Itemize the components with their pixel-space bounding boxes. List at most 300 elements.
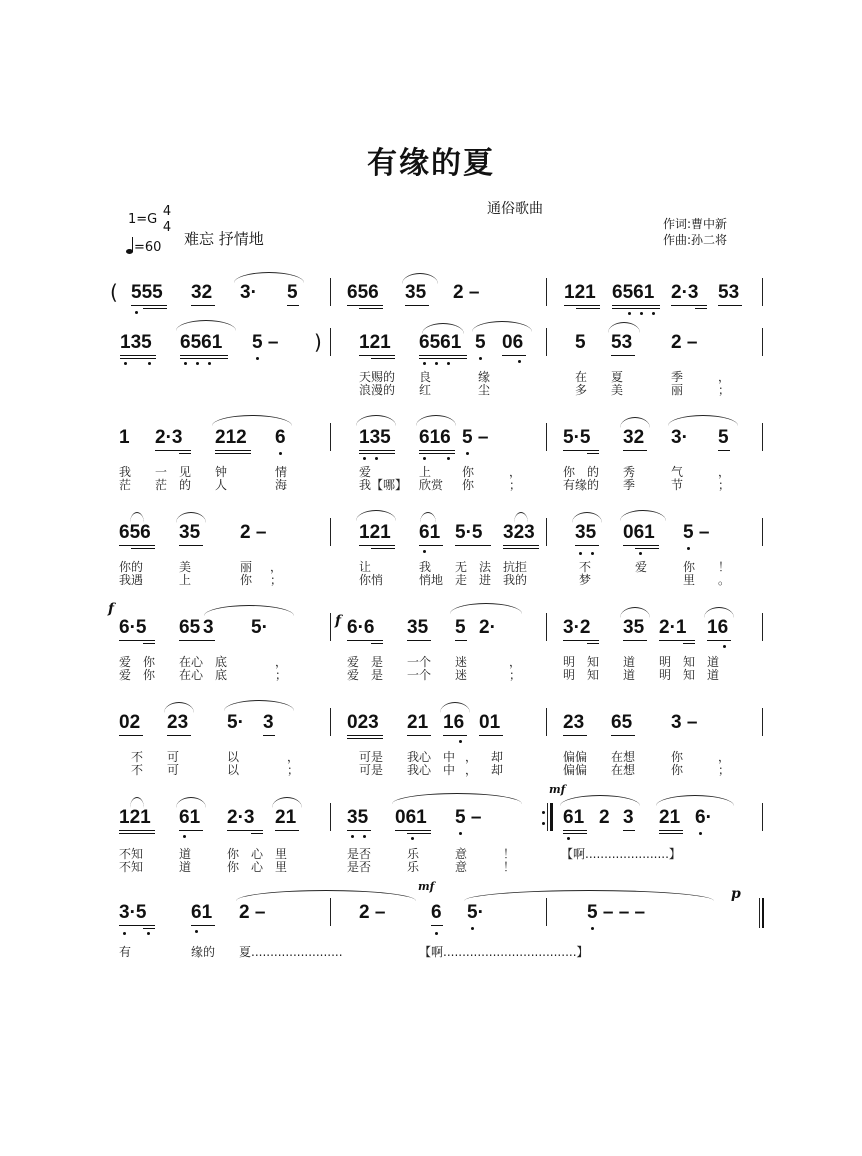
slur: [572, 512, 602, 523]
slur: [402, 273, 438, 284]
note-group: 61: [419, 522, 441, 543]
underline: [419, 450, 455, 451]
octave-dot: [375, 457, 378, 460]
barline: [762, 613, 763, 641]
lyric: 不: [131, 763, 144, 777]
lyric: 不知: [119, 847, 144, 861]
note-group: 65: [611, 712, 633, 733]
lyric: 季: [623, 478, 636, 492]
slur: [212, 415, 292, 426]
lyric: 红: [419, 383, 432, 397]
lyric: ，: [718, 465, 731, 479]
octave-dot: [411, 837, 414, 840]
lyric: 节: [671, 478, 684, 492]
lyric: 里: [275, 860, 288, 874]
slur: [560, 795, 640, 806]
underline: [119, 735, 143, 736]
note-group: 061: [395, 807, 427, 828]
lyric: 良: [419, 370, 432, 384]
underline: [119, 545, 155, 546]
octave-dot: [591, 927, 594, 930]
note-group: 01: [479, 712, 501, 733]
lyric: 你: [563, 465, 576, 479]
note-group: 6: [431, 902, 442, 923]
lyric: 【啊......................】: [561, 847, 681, 861]
note-group: 121: [359, 522, 391, 543]
slur: [620, 607, 650, 618]
barline: [762, 518, 763, 546]
lyric: 可是: [359, 763, 384, 777]
underline: [347, 640, 383, 641]
open-paren: (: [110, 280, 118, 304]
note-group: 5 –: [252, 332, 279, 353]
lyric: 道: [623, 655, 636, 669]
note-group: 32: [191, 282, 213, 303]
underline: [419, 545, 443, 546]
note-group: 023: [347, 712, 379, 733]
lyric: 海: [275, 478, 288, 492]
note-group: 135: [359, 427, 391, 448]
credits: [663, 216, 727, 248]
lyric: 美: [179, 560, 192, 574]
underline: [659, 833, 683, 834]
note-group: 121: [119, 807, 151, 828]
note-group: 656: [347, 282, 379, 303]
underline: [347, 735, 383, 736]
lyric: 无: [455, 560, 468, 574]
underline: [287, 305, 299, 306]
octave-dot: [135, 311, 138, 314]
underline: [359, 308, 383, 309]
lyric: 我: [119, 465, 132, 479]
underline: [371, 643, 383, 644]
underline: [347, 305, 383, 306]
note-group: 5: [455, 617, 466, 638]
note-group: 21: [275, 807, 297, 828]
underline: [371, 358, 395, 359]
lyric: 以: [227, 763, 240, 777]
lyric: 你: [683, 560, 696, 574]
slur: [450, 603, 522, 614]
note-group: 212: [215, 427, 247, 448]
barline: [330, 328, 331, 356]
octave-dot: [459, 740, 462, 743]
slur: [620, 417, 650, 428]
lyric: ，: [270, 560, 283, 574]
underline: [131, 305, 167, 306]
note-group: 16: [707, 617, 729, 638]
underline: [419, 358, 467, 359]
lyric: 一个: [407, 668, 432, 682]
octave-dot: [196, 362, 199, 365]
underline: [405, 305, 429, 306]
note-group: 6·5: [119, 617, 147, 638]
underline: [576, 308, 600, 309]
lyric: 意: [455, 847, 468, 861]
slur: [440, 702, 470, 713]
time-bottom: 4: [162, 220, 172, 235]
underline: [695, 308, 707, 309]
tempo-value: =60: [134, 240, 162, 255]
note-group: 6561: [612, 282, 655, 303]
barline: [330, 423, 331, 451]
note-group: 2·1: [659, 617, 687, 638]
underline: [347, 830, 371, 831]
lyric: 爱: [119, 655, 132, 669]
note-group: 2·: [479, 617, 496, 638]
note-group: 2 –: [359, 902, 386, 923]
note-group: 2·3: [671, 282, 699, 303]
note-group: 5·5: [563, 427, 591, 448]
slur: [656, 795, 734, 806]
lyric: ，: [509, 465, 522, 479]
octave-dot: [591, 552, 594, 555]
lyric: 有: [119, 945, 132, 959]
octave-dot: [148, 362, 151, 365]
note-group: 555: [131, 282, 163, 303]
octave-dot: [699, 832, 702, 835]
lyric: 中: [443, 763, 456, 777]
note-group: 2·3: [227, 807, 255, 828]
lyric: 是否: [347, 847, 372, 861]
underline: [179, 830, 203, 831]
note-group: 3: [623, 807, 634, 828]
underline: [443, 735, 467, 736]
underline: [359, 355, 395, 356]
note-group: 5 –: [462, 427, 489, 448]
lyric: 我【哪】: [359, 478, 408, 492]
underline: [563, 735, 587, 736]
lyric: 道: [179, 860, 192, 874]
genre-label: 通俗歌曲: [487, 201, 543, 217]
lyric: 底: [215, 655, 228, 669]
slur: [472, 321, 532, 332]
underline: [575, 545, 599, 546]
expression-mark: 难忘 抒情地: [184, 230, 264, 248]
note-group: 3 –: [671, 712, 698, 733]
lyric: 在: [575, 370, 588, 384]
lyric: 以: [227, 750, 240, 764]
lyric: 欣赏: [419, 478, 444, 492]
lyric: ，: [465, 750, 478, 764]
underline: [563, 830, 587, 831]
underline: [623, 545, 659, 546]
lyric: 在想: [611, 750, 636, 764]
barline: [762, 278, 763, 306]
lyric: 上: [419, 465, 432, 479]
time-signature: [160, 204, 174, 236]
octave-dot: [640, 312, 643, 315]
underline: [612, 308, 660, 309]
lyric: 不: [579, 560, 592, 574]
underline: [707, 640, 731, 641]
note-group: 35: [623, 617, 645, 638]
lyric: 丽: [671, 383, 684, 397]
lyric: 里: [275, 847, 288, 861]
lyric: ；: [509, 668, 522, 682]
lyric: 我遇: [119, 573, 144, 587]
underline: [179, 545, 203, 546]
octave-dot: [518, 360, 521, 363]
lyric: 你: [227, 847, 240, 861]
underline: [407, 640, 431, 641]
underline: [683, 643, 695, 644]
slur: [164, 702, 194, 713]
underline: [718, 305, 742, 306]
underline: [227, 830, 263, 831]
slur: [392, 793, 522, 804]
underline: [671, 305, 707, 306]
note-group: 35: [179, 522, 201, 543]
lyric: 你悄: [359, 573, 384, 587]
note-group: 6·6: [347, 617, 375, 638]
note-group: 5·: [251, 617, 268, 638]
lyric: 人: [215, 478, 228, 492]
dynamic-mezzo-forte: mf: [418, 880, 435, 893]
underline: [359, 450, 395, 451]
octave-dot: [423, 457, 426, 460]
note-group: 06: [502, 332, 524, 353]
dynamic-mezzo-forte: mf: [549, 783, 566, 796]
underline: [131, 548, 155, 549]
barline: [762, 708, 763, 736]
lyric: 道: [707, 655, 720, 669]
barline: [330, 898, 331, 926]
underline: [155, 450, 191, 451]
underline: [215, 450, 251, 451]
time-top: 4: [162, 204, 172, 219]
underline: [502, 355, 526, 356]
underline: [203, 640, 215, 641]
lyricist: 作词:曹中新: [663, 217, 728, 231]
lyric: 茫: [119, 478, 132, 492]
lyric: ；: [509, 478, 522, 492]
note-group: 32: [623, 427, 645, 448]
underline: [623, 640, 647, 641]
lyric: 偏偏: [563, 763, 588, 777]
lyric: 我心: [407, 763, 432, 777]
score-row-2: [0, 320, 862, 400]
lyric: 是: [371, 668, 384, 682]
lyric: 明: [563, 668, 576, 682]
lyric: 你的: [119, 560, 144, 574]
lyric: 底: [215, 668, 228, 682]
note-group: 5·5: [455, 522, 483, 543]
note-group: 23: [167, 712, 189, 733]
underline: [119, 830, 155, 831]
lyric: 迷: [455, 655, 468, 669]
lyric: 在想: [611, 763, 636, 777]
note-group: 21: [407, 712, 429, 733]
underline: [718, 450, 730, 451]
note-group: 5 –: [455, 807, 482, 828]
lyric: 爱: [347, 668, 360, 682]
note-group: 5: [718, 427, 729, 448]
composer: 作曲:孙二将: [663, 233, 728, 247]
lyric: ；: [275, 668, 288, 682]
note-group: 3·5: [119, 902, 147, 923]
lyric: 一: [155, 465, 168, 479]
barline: [546, 898, 547, 926]
note-group: 21: [659, 807, 681, 828]
lyric: 你: [462, 465, 475, 479]
octave-dot: [183, 835, 186, 838]
note-group: 2·3: [155, 427, 183, 448]
note-group: 35: [407, 617, 429, 638]
note-group: 6: [275, 427, 286, 448]
note-group: 23: [563, 712, 585, 733]
lyric: 抗拒: [503, 560, 528, 574]
lyric: ！: [503, 847, 516, 861]
lyric: ！: [503, 860, 516, 874]
note-group: 121: [359, 332, 391, 353]
slur: [176, 320, 236, 331]
note-group: 2 –: [671, 332, 698, 353]
octave-dot: [195, 930, 198, 933]
note-group: 323: [503, 522, 535, 543]
lyric: ；: [718, 478, 731, 492]
underline: [180, 358, 228, 359]
barline: [762, 423, 763, 451]
note-group: 2: [599, 807, 610, 828]
underline: [563, 640, 599, 641]
underline: [119, 640, 155, 641]
underline: [359, 453, 395, 454]
underline: [119, 833, 155, 834]
underline: [563, 833, 587, 834]
underline: [503, 548, 539, 549]
lyric: 钟: [215, 465, 228, 479]
barline: [330, 278, 331, 306]
note-group: 35: [347, 807, 369, 828]
lyric: 明: [659, 668, 672, 682]
note-group: 616: [419, 427, 451, 448]
lyric: 缘: [478, 370, 491, 384]
lyric: 丽: [240, 560, 253, 574]
slur: [514, 512, 528, 523]
note-group: 53: [611, 332, 633, 353]
underline: [431, 925, 443, 926]
slur: [356, 510, 396, 521]
octave-dot: [351, 835, 354, 838]
octave-dot: [447, 362, 450, 365]
underline: [564, 305, 600, 306]
slur: [416, 415, 456, 426]
note-group: 6561: [180, 332, 223, 353]
lyric: 你: [227, 860, 240, 874]
slur: [176, 797, 206, 808]
note-group: 3·2: [563, 617, 591, 638]
underline: [611, 355, 635, 356]
note-group: 35: [405, 282, 427, 303]
underline: [143, 643, 155, 644]
repeat-barline-thin: [547, 803, 548, 831]
lyric: 让: [359, 560, 372, 574]
underline: [143, 308, 167, 309]
quarter-note-icon: [126, 237, 134, 255]
lyric: 秀: [623, 465, 636, 479]
underline: [419, 355, 467, 356]
underline: [503, 545, 539, 546]
underline: [359, 545, 395, 546]
lyric: 你: [143, 668, 156, 682]
slur: [464, 890, 714, 901]
underline: [119, 925, 155, 926]
repeat-dot: [542, 822, 545, 825]
barline: [762, 328, 763, 356]
slur: [356, 415, 396, 426]
lyric: 季: [671, 370, 684, 384]
lyric: 美: [611, 383, 624, 397]
lyric: 不: [131, 750, 144, 764]
note-group: 3·: [671, 427, 688, 448]
score-row-5: [0, 601, 862, 685]
lyric: 知: [587, 655, 600, 669]
note-group: 5: [287, 282, 298, 303]
underline: [455, 545, 491, 546]
lyric: 却: [491, 763, 504, 777]
score-row-7: [0, 783, 862, 875]
lyric: 爱: [359, 465, 372, 479]
lyric: 心: [251, 847, 264, 861]
lyric: 迷: [455, 668, 468, 682]
slur: [130, 512, 144, 523]
underline: [587, 643, 599, 644]
score-row-6: [0, 700, 862, 780]
slur: [422, 323, 464, 334]
lyric: 不知: [119, 860, 144, 874]
barline: [546, 278, 547, 306]
lyric: 是: [371, 655, 384, 669]
key-signature: 1=G: [128, 212, 158, 227]
dynamic-piano: p: [731, 886, 741, 902]
barline: [330, 613, 331, 641]
lyric: 缘的: [191, 945, 216, 959]
lyric: 乐: [407, 860, 420, 874]
octave-dot: [471, 927, 474, 930]
barline: [546, 328, 547, 356]
close-paren: ): [314, 330, 322, 354]
note-group: 656: [119, 522, 151, 543]
lyric: 走: [455, 573, 468, 587]
lyric: ；: [718, 763, 731, 777]
octave-dot: [628, 312, 631, 315]
lyric: 上: [179, 573, 192, 587]
underline: [191, 925, 215, 926]
note-group: 5: [575, 332, 586, 353]
note-group: 3: [203, 617, 214, 638]
note-group: 6·: [695, 807, 712, 828]
lyric: ，: [718, 370, 731, 384]
lyric: 你: [462, 478, 475, 492]
underline: [659, 830, 683, 831]
lyric: 道: [623, 668, 636, 682]
underline: [563, 450, 599, 451]
octave-dot: [466, 452, 469, 455]
note-group: 61: [179, 807, 201, 828]
tempo-mark: [126, 237, 161, 255]
underline: [659, 640, 695, 641]
octave-dot: [279, 452, 282, 455]
note-group: 121: [564, 282, 596, 303]
lyric: 你: [671, 763, 684, 777]
lyric: 我: [419, 560, 432, 574]
lyric: 中: [443, 750, 456, 764]
underline: [275, 830, 299, 831]
note-group: 5·: [467, 902, 484, 923]
note-group: 5 – – –: [587, 902, 646, 923]
lyric: 情: [275, 465, 288, 479]
